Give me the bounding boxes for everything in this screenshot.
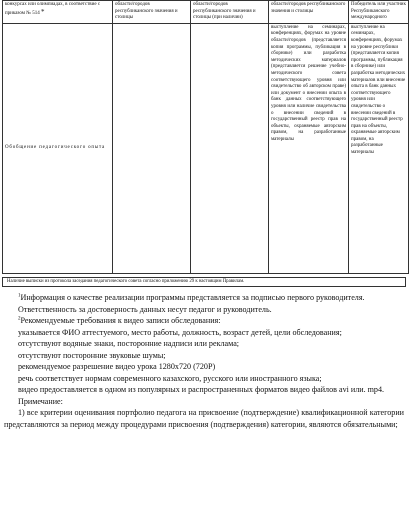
table-row — [3, 23, 409, 273]
paragraph: Примечание: — [18, 396, 63, 406]
paragraph: отсутствуют водяные знаки, посторонние надписи или реклама; — [18, 339, 240, 348]
table-cell: области/городов республиканского значения и столицы — [113, 1, 191, 24]
paragraph: рекомендуемое разрешение видео урока 1280х720 (720Р) — [18, 362, 216, 371]
footnote-mark: * — [40, 7, 45, 16]
paragraph: видео предоставляется в одном из популярных и распространенных форматов видео файлов avi или. mp4. — [18, 385, 385, 394]
footnote-mark: 1 — [18, 293, 21, 299]
table-cell: Победитель или участник Республиканского международного — [349, 1, 409, 24]
cell-text: конкурсах или олимпиадах, в соответствие с приказом № 514 — [5, 2, 101, 16]
table-cell: выступление на семинарах, конференциях, форумах на уровне республики (представляется копия программы, публикация в сборнике) или разработка методических материалов или внесение опыта в банк данных соответствующего уровня или свидетельство о внесении сведений в государственный реестр прав на объекты, охраняемые авторским правом, на разработанные материалы — [349, 23, 409, 273]
table-cell: области/городов республиканского значения и столицы (при наличии) — [191, 1, 269, 24]
paragraph-text: Рекомендуемые требования к видео записи обследования: — [20, 316, 221, 325]
table-cell — [191, 23, 269, 273]
paragraph: указывается ФИО аттестуемого, место работы, должность, возраст детей, цели обследования; — [18, 327, 342, 337]
table-cell: области/городов республиканского значения и столицы — [269, 1, 349, 24]
document-body — [4, 292, 404, 430]
paragraph — [4, 292, 404, 304]
paragraph-text: Информация о качестве реализации программы представляется за подписью первого руководителя. — [20, 293, 365, 302]
footnote-mark: 2 — [18, 316, 21, 322]
paragraph: 1) все критерии оценивания портфолио педагога на присвоение (подтверждение) квалификационной категории представляются за период между процедурами присвоения (подтверждения) категории, являются обязательными; — [4, 408, 404, 429]
table-row — [3, 1, 409, 24]
table-cell — [113, 23, 191, 273]
table-cell — [3, 1, 113, 24]
paragraph: Ответственность за достоверность данных несут педагог и руководитель. — [18, 304, 272, 314]
paragraph — [4, 315, 404, 327]
criteria-table — [2, 0, 409, 274]
table-cell: выступление на семинарах, конференциях, форумах на уровне области/городов (представляется копия программы, публикация в сборнике) или разработка методических материалов (представляется решение учебно-методического совета соответствующего уровня или свидетельство об авторском праве) или документ о внесении опыта в банк данных соответствующего уровня или наличие свидетельства о внесении сведений в государственный реестр прав на объекты, охраняемые авторским правом, на разработанные материалы — [269, 23, 349, 273]
table-cell: Обобщение педагогического опыта — [3, 23, 113, 273]
table-footnote: Наличие выписки из протокола заседания педагогического совета согласно приложению 29 к настоящим Правилам. — [2, 277, 406, 287]
paragraph: отсутствуют посторонние звуковые шумы; — [18, 350, 166, 360]
paragraph: речь соответствует нормам современного казахского, русского или иностранного языка; — [18, 373, 322, 383]
